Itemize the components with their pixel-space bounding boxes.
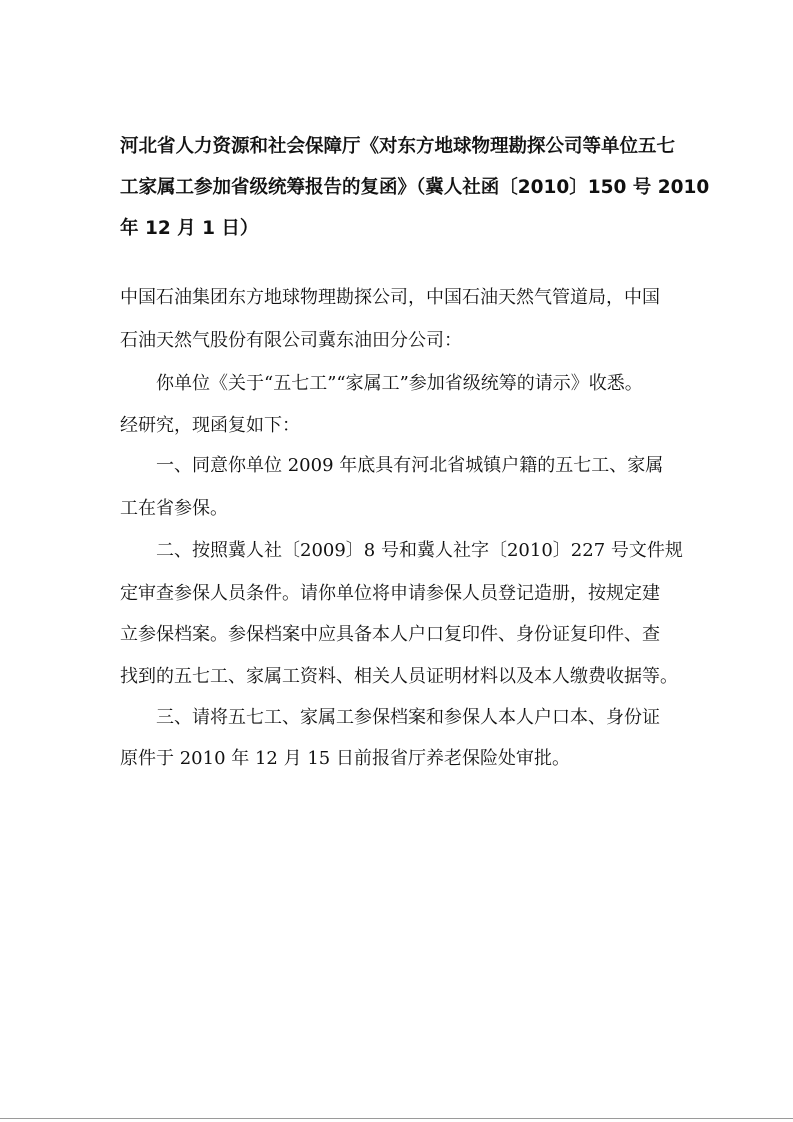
title-line-1: 河北省人力资源和社会保障厅《对东方地球物理勘探公司等单位五七 — [120, 136, 676, 157]
item-2-line-2: 定审查参保人员条件。请你单位将申请参保人员登记造册，按规定建 — [120, 583, 660, 604]
intro-line-1: 你单位《关于“五七工”“家属工”参加省级统筹的请示》收悉。 — [156, 373, 643, 394]
item-2-line-1: 二、按照冀人社〔2009〕8 号和冀人社字〔2010〕227 号文件规 — [156, 540, 683, 561]
recipients-line-1: 中国石油集团东方地球物理勘探公司，中国石油天然气管道局，中国 — [120, 287, 660, 308]
title-line-2: 工家属工参加省级统筹报告的复函》（冀人社函〔2010〕150 号 2010 — [120, 177, 710, 198]
item-2-line-4: 找到的五七工、家属工资料、相关人员证明材料以及本人缴费收据等。 — [120, 666, 678, 687]
item-1-line-2: 工在省参保。 — [120, 498, 228, 519]
intro-line-2: 经研究，现函复如下： — [120, 415, 300, 436]
item-3-line-1: 三、请将五七工、家属工参保档案和参保人本人户口本、身份证 — [156, 707, 660, 728]
item-1-line-1: 一、同意你单位 2009 年底具有河北省城镇户籍的五七工、家属 — [156, 455, 664, 476]
document-title — [120, 126, 710, 249]
title-line-3: 年 12 月 1 日） — [120, 218, 259, 239]
page-bottom-divider — [0, 1118, 793, 1119]
item-3-line-2: 原件于 2010 年 12 月 15 日前报省厅养老保险处审批。 — [120, 748, 570, 769]
item-2-line-3: 立参保档案。参保档案中应具备本人户口复印件、身份证复印件、查 — [120, 624, 660, 645]
recipients-line-2: 石油天然气股份有限公司冀东油田分公司： — [120, 330, 462, 351]
